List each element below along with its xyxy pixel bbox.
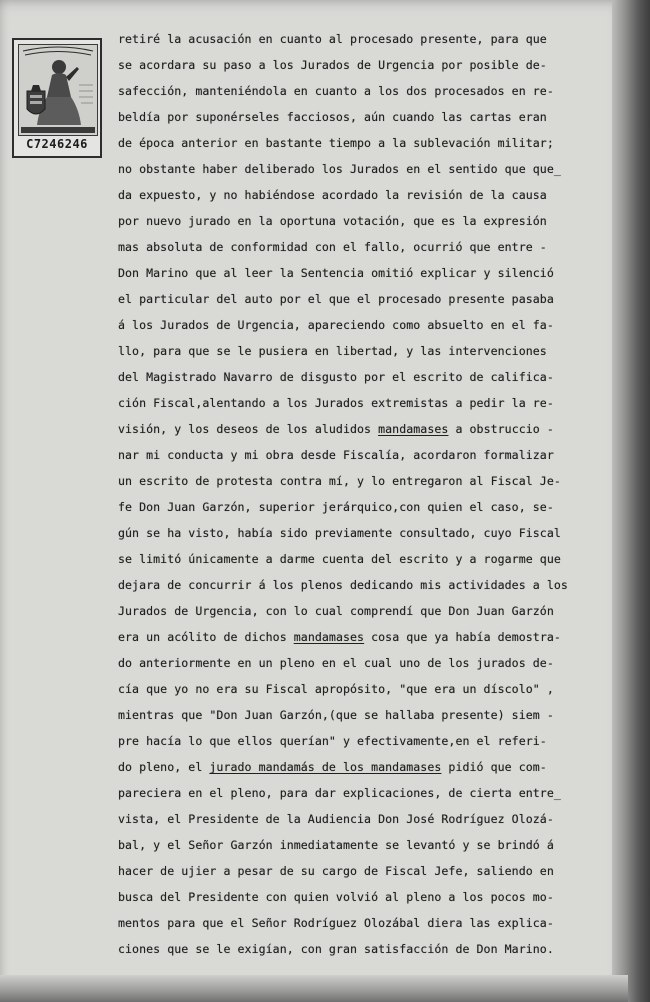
text-segment: pidió que com- [441, 760, 547, 774]
text-line: safección, manteniéndola en cuanto a los dos procesados en re- [118, 84, 554, 98]
text-line: da expuesto, y no habiéndose acordado la revisión de la causa [118, 188, 547, 202]
underlined-term: mandamases [378, 422, 449, 436]
allegorical-figure-icon [19, 45, 97, 135]
text-line: llo, para que se le pusiera en libertad, y las intervenciones [118, 344, 547, 358]
stamp-emblem [18, 44, 98, 136]
text-line: retiré la acusación en cuanto al procesado presente, para que [118, 32, 547, 46]
text-line: gún se ha visto, había sido previamente consultado, cuyo Fiscal [118, 526, 561, 540]
text-segment: a obstruccio - [448, 422, 554, 436]
text-segment: era un acólito de dichos [118, 630, 294, 644]
text-line: Jurados de Urgencia, con lo cual comprendí que Don Juan Garzón [118, 604, 554, 618]
text-line: pareciera en el pleno, para dar explicaciones, de cierta entre_ [118, 786, 561, 800]
text-line: hacer de ujier a pesar de su cargo de Fiscal Jefe, saliendo en [118, 864, 554, 878]
text-line: del Magistrado Navarro de disgusto por el escrito de califica- [118, 370, 554, 384]
text-line: pre hacía lo que ellos querían" y efectivamente,en el referi- [118, 734, 547, 748]
text-line: se limitó únicamente a darme cuenta del escrito y a rogarme que [118, 552, 561, 566]
text-line: el particular del auto por el que el procesado presente pasaba [118, 292, 554, 306]
typed-text-body [118, 26, 618, 962]
text-line: nar mi conducta y mi obra desde Fiscalía, acordaron formalizar [118, 448, 554, 462]
text-line: do anteriormente en un pleno en el cual uno de los jurados de- [118, 656, 554, 670]
stamp-serial-number: C7246246 [26, 137, 88, 151]
text-line [118, 416, 618, 442]
text-line: bal, y el Señor Garzón inmediatamente se levantó y se brindó á [118, 838, 554, 852]
text-line: cía que yo no era su Fiscal apropósito, "que era un díscolo" , [118, 682, 554, 696]
text-segment: visión, y los deseos de los aludidos [118, 422, 379, 436]
page-shadow-bottom [0, 975, 628, 1002]
text-line: se acordara su paso a los Jurados de Urgencia por posible de- [118, 58, 547, 72]
text-line [118, 624, 618, 650]
text-line: mientras que "Don Juan Garzón,(que se hallaba presente) siem - [118, 708, 554, 722]
text-line: ciones que se le exigían, con gran satisfacción de Don Marino. [118, 942, 554, 956]
text-line: mas absoluta de conformidad con el fallo, ocurrió que entre - [118, 240, 547, 254]
text-line: busca del Presidente con quien volvió al pleno a los pocos mo- [118, 890, 554, 904]
text-line: fe Don Juan Garzón, superior jerárquico,con quien el caso, se- [118, 500, 554, 514]
text-line: vista, el Presidente de la Audiencia Don José Rodríguez Olozá- [118, 812, 554, 826]
underlined-term: jurado mandamás de los mandamases [209, 760, 442, 774]
text-segment: do pleno, el [118, 760, 210, 774]
text-line: mentos para que el Señor Rodríguez Olozábal diera las explica- [118, 916, 554, 930]
tax-stamp [12, 38, 102, 158]
text-line: un escrito de protesta contra mí, y lo entregaron al Fiscal Je- [118, 474, 561, 488]
text-line: beldía por suponérseles facciosos, aún cuando las cartas eran [118, 110, 547, 124]
text-segment: cosa que ya había demostra- [364, 630, 561, 644]
text-line: no obstante haber deliberado los Jurados en el sentido que que_ [118, 162, 561, 176]
underlined-term: mandamases [293, 630, 365, 644]
text-line: Don Marino que al leer la Sentencia omitió explicar y silenció [118, 266, 554, 280]
page-shadow-right [612, 0, 650, 1002]
text-line: por nuevo jurado en la oportuna votación, que es la expresión [118, 214, 547, 228]
text-line: dejara de concurrir á los plenos dedicando mis actividades a los [118, 578, 568, 592]
text-line [118, 754, 618, 780]
text-line: de época anterior en bastante tiempo a la sublevación militar; [118, 136, 554, 150]
text-line: ción Fiscal,alentando a los Jurados extremistas a pedir la re- [118, 396, 554, 410]
text-line: á los Jurados de Urgencia, apareciendo como absuelto en el fa- [118, 318, 554, 332]
